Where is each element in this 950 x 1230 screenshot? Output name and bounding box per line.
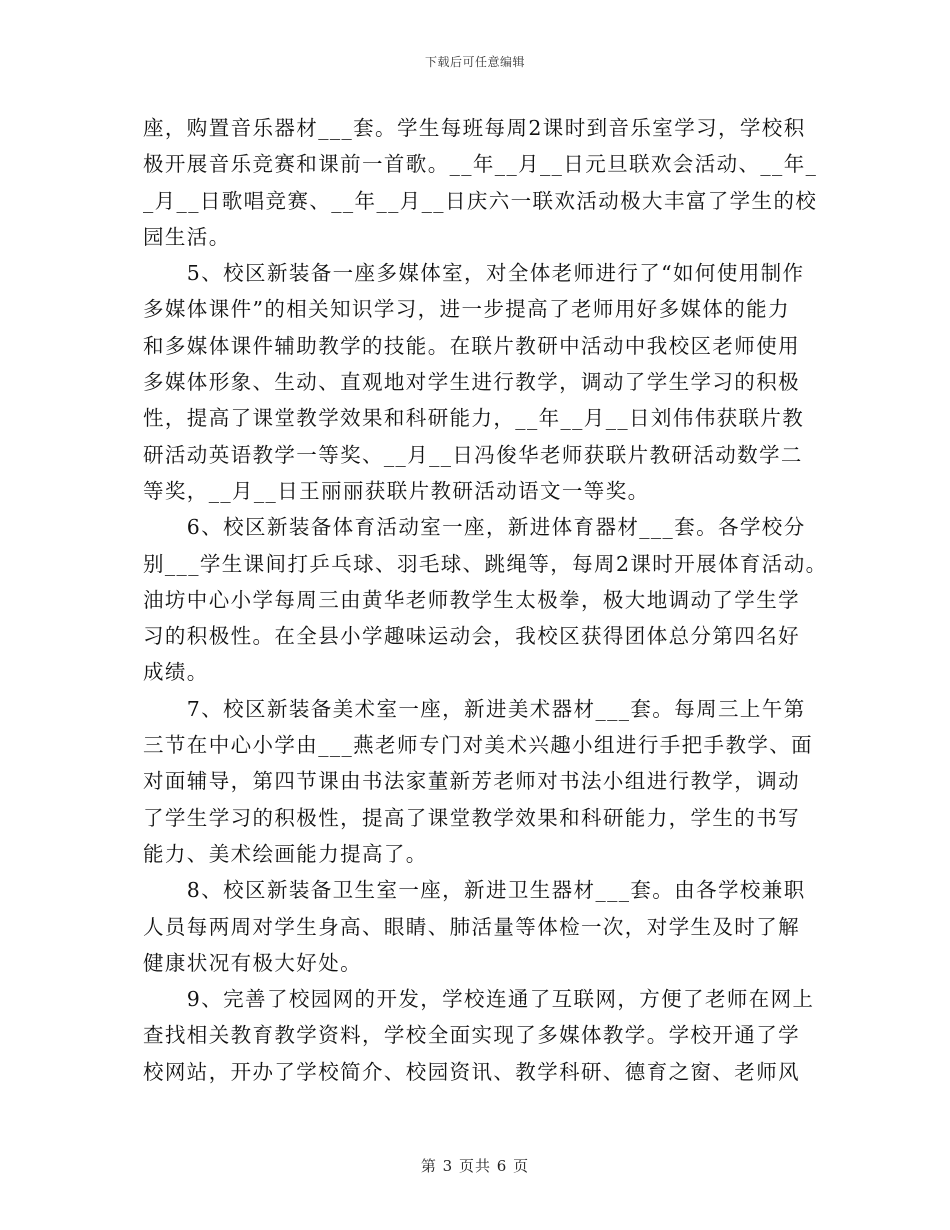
text-line: 和多媒体课件辅助教学的技能。在联片教研中活动中我校区老师使用 xyxy=(143,333,800,358)
text-line: 别___学生课间打乒乓球、羽毛球、跳绳等，每周2课时开展体育活动。 xyxy=(143,551,828,576)
text-line: 健康状况有极大好处。 xyxy=(143,950,362,975)
text-line: 习的积极性。在全县小学趣味运动会，我校区获得团体总分第四名好 xyxy=(143,624,800,649)
text-line: 了学生学习的积极性，提高了课堂教学效果和科研能力，学生的书写 xyxy=(143,805,800,830)
text-line: 油坊中心小学每周三由黄华老师教学生太极拳，极大地调动了学生学 xyxy=(143,587,800,612)
text-line: 校网站，开办了学校简介、校园资讯、教学科研、德育之窗、老师风 xyxy=(143,1059,800,1084)
paragraph-8-start: 8、校区新装备卫生室一座，新进卫生器材___套。由各学校兼职 xyxy=(143,878,806,903)
paragraph-5-start: 5、校区新装备一座多媒体室，对全体老师进行了“如何使用制作 xyxy=(143,261,805,286)
page-footer: 第 3 页共 6 页 xyxy=(420,1157,530,1175)
text-line: 对面辅导，第四节课由书法家董新芳老师对书法小组进行教学，调动 xyxy=(143,769,800,794)
text-line: 三节在中心小学由___燕老师专门对美术兴趣小组进行手把手教学、面 xyxy=(143,733,814,758)
text-line: 等奖，__月__日王丽丽获联片教研活动语文一等奖。 xyxy=(143,478,650,503)
text-line: 园生活。 xyxy=(143,224,231,249)
document-body xyxy=(143,110,828,1090)
page-header: 下载后可任意编辑 xyxy=(424,55,525,69)
text-line: _月__日歌唱竞赛、__年__月__日庆六一联欢活动极大丰富了学生的校 xyxy=(143,188,818,213)
text-line: 研活动英语教学一等奖、__月__日冯俊华老师获联片教研活动数学二 xyxy=(143,442,803,467)
text-line: 多媒体形象、生动、直观地对学生进行教学，调动了学生学习的积极 xyxy=(143,370,800,395)
paragraph-9-start: 9、完善了校园网的开发，学校连通了互联网，方便了老师在网上 xyxy=(143,987,815,1012)
text-line: 成绩。 xyxy=(143,660,209,685)
text-line: 查找相关教育教学资料，学校全面实现了多媒体教学。学校开通了学 xyxy=(143,1023,800,1048)
text-line: 极开展音乐竞赛和课前一首歌。__年__月__日元旦联欢会活动、__年_ xyxy=(143,152,818,177)
text-line: 人员每两周对学生身高、眼睛、肺活量等体检一次，对学生及时了解 xyxy=(143,914,800,939)
text-line: 性，提高了课堂教学效果和科研能力，__年__月__日刘伟伟获联片教 xyxy=(143,406,805,431)
text-line: 多媒体课件”的相关知识学习，进一步提高了老师用好多媒体的能力 xyxy=(143,297,790,322)
paragraph-6-start: 6、校区新装备体育活动室一座，新进体育器材___套。各学校分 xyxy=(143,515,806,540)
paragraph-7-start: 7、校区新装备美术室一座，新进美术器材___套。每周三上午第 xyxy=(143,696,806,721)
text-line: 座，购置音乐器材___套。学生每班每周2课时到音乐室学习，学校积 xyxy=(143,116,806,140)
text-line: 能力、美术绘画能力提高了。 xyxy=(143,841,428,866)
